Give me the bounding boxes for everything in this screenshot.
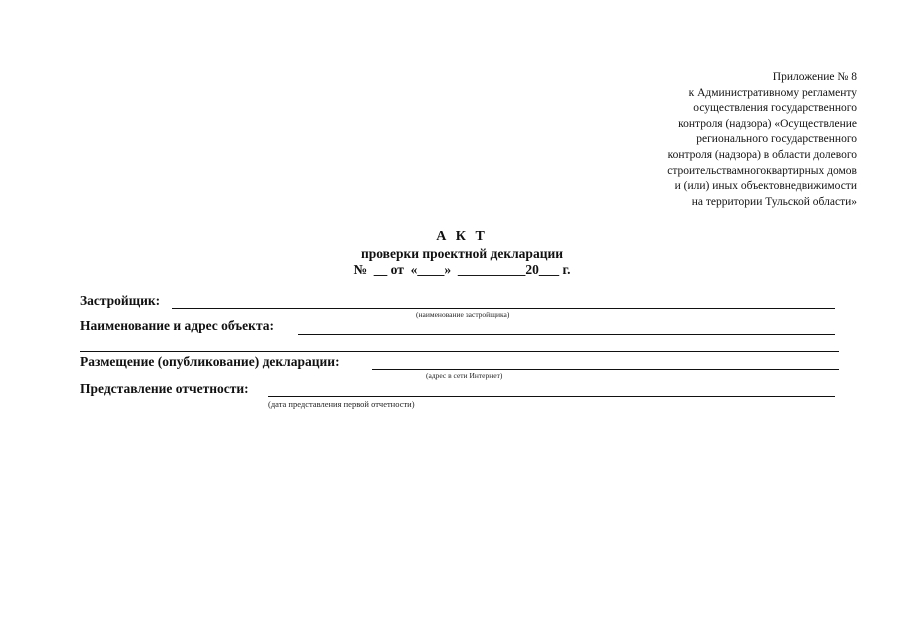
appendix-line: и (или) иных объектовнедвижимости bbox=[674, 180, 857, 193]
reporting-input-line[interactable] bbox=[268, 396, 835, 397]
appendix-line: осуществления государственного bbox=[693, 102, 857, 115]
act-number-date-line: № __ от «____» __________20___ г. bbox=[353, 262, 571, 277]
developer-hint: (наименование застройщика) bbox=[416, 310, 510, 319]
appendix-line: контроля (надзора) в области долевого bbox=[667, 148, 857, 161]
placement-input-line[interactable] bbox=[372, 369, 839, 370]
appendix-block bbox=[667, 70, 857, 210]
object-input-line-2[interactable] bbox=[80, 351, 839, 352]
placement-label: Размещение (опубликование) декларации: bbox=[80, 354, 340, 369]
act-heading: А К Т bbox=[436, 229, 488, 244]
object-label: Наименование и адрес объекта: bbox=[80, 318, 274, 333]
developer-label: Застройщик: bbox=[80, 293, 161, 308]
reporting-label: Представление отчетности: bbox=[80, 381, 249, 396]
appendix-line: регионального государственного bbox=[696, 133, 857, 146]
developer-input-line[interactable] bbox=[172, 308, 835, 309]
object-input-line[interactable] bbox=[298, 334, 835, 335]
appendix-line: строительствамногоквартирных домов bbox=[667, 164, 857, 177]
appendix-line: на территории Тульской области» bbox=[691, 195, 857, 208]
reporting-hint: (дата представления первой отчетности) bbox=[268, 399, 415, 409]
appendix-line: Приложение № 8 bbox=[772, 71, 857, 83]
placement-hint: (адрес в сети Интернет) bbox=[426, 371, 503, 380]
act-subtitle: проверки проектной декларации bbox=[360, 245, 564, 261]
appendix-line: контроля (надзора) «Осуществление bbox=[678, 117, 857, 130]
document-title bbox=[262, 229, 662, 279]
appendix-line: к Административному регламенту bbox=[688, 86, 857, 99]
